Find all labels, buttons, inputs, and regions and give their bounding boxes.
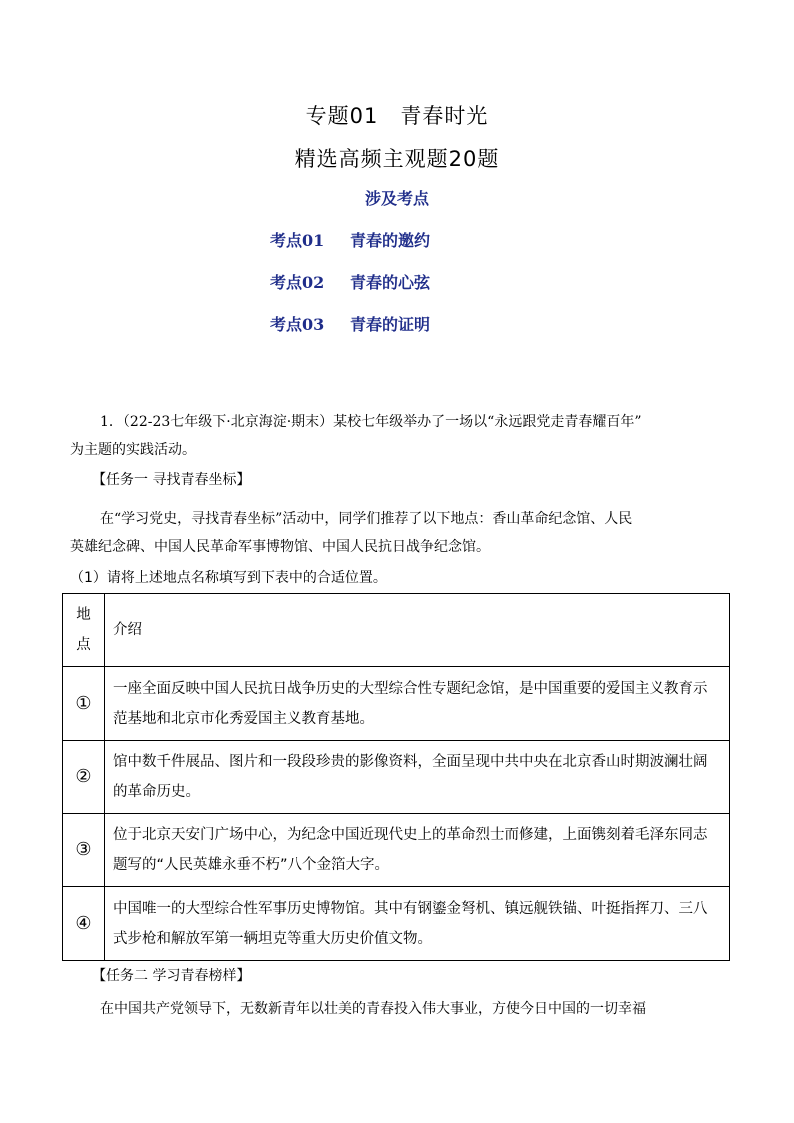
header-place-char1: 地 <box>76 607 91 623</box>
row-number: ① <box>63 667 105 741</box>
task-2-heading: 【任务二 学习青春榜样】 <box>92 968 251 984</box>
topic-name: 青春的邀约 <box>350 231 431 250</box>
row-description: 一座全面反映中国人民抗日战争历史的大型综合性专题纪念馆，是中国重要的爱国主义教育示范基地和北京市化秀爱国主义教育基地。 <box>105 667 730 741</box>
table-row <box>63 887 730 961</box>
topics-heading: 涉及考点 <box>364 189 429 208</box>
page-subtitle: 精选高频主观题20题 <box>294 147 500 171</box>
topic-item <box>270 228 430 251</box>
question-1-stem-line2: 为主题的实践活动。 <box>70 442 196 458</box>
page-title: 专题01 青春时光 <box>305 104 489 128</box>
table-header-place <box>63 594 105 667</box>
row-number: ④ <box>63 887 105 961</box>
topic-code: 考点03 <box>270 315 325 334</box>
sub-question-1: （1）请将上述地点名称填写到下表中的合适位置。 <box>70 570 387 586</box>
row-description: 位于北京天安门广场中心，为纪念中国近现代史上的革命烈士而修建，上面镌刻着毛泽东同志题写的“人民英雄永垂不朽”八个金箔大字。 <box>105 814 730 887</box>
table-row <box>63 667 730 741</box>
table-row <box>63 814 730 887</box>
table-row <box>63 741 730 814</box>
topic-item <box>270 270 430 293</box>
row-description: 馆中数千件展品、图片和一段段珍贵的影像资料，全面呈现中共中央在北京香山时期波澜壮阔的革命历史。 <box>105 741 730 814</box>
table-header-intro: 介绍 <box>105 594 730 667</box>
row-number: ② <box>63 741 105 814</box>
topic-item <box>270 312 430 335</box>
task-2-intro-line1: 在中国共产党领导下，无数新青年以壮美的青春投入伟大事业，方使今日中国的一切幸福 <box>100 1001 646 1017</box>
task-1-heading: 【任务一 寻找青春坐标】 <box>92 472 251 488</box>
topic-name: 青春的心弦 <box>350 273 431 292</box>
places-table <box>62 593 730 961</box>
topic-name: 青春的证明 <box>350 315 431 334</box>
topic-code: 考点01 <box>270 231 325 250</box>
header-place-char2: 点 <box>76 637 91 653</box>
topic-code: 考点02 <box>270 273 325 292</box>
table-header-row <box>63 594 730 667</box>
row-description: 中国唯一的大型综合性军事历史博物馆。其中有钢鎏金弩机、镇远舰铁锚、叶挺指挥刀、三八式步枪和解放军第一辆坦克等重大历史价值文物。 <box>105 887 730 961</box>
question-1-stem-line1: 1．（22-23七年级下·北京海淀·期末）某校七年级举办了一场以“永远跟党走青春耀百年” <box>100 414 642 430</box>
task-1-intro-line1: 在“学习党史，寻找青春坐标”活动中，同学们推荐了以下地点：香山革命纪念馆、人民 <box>100 511 633 527</box>
task-1-intro-line2: 英雄纪念碑、中国人民革命军事博物馆、中国人民抗日战争纪念馆。 <box>70 539 490 555</box>
row-number: ③ <box>63 814 105 887</box>
